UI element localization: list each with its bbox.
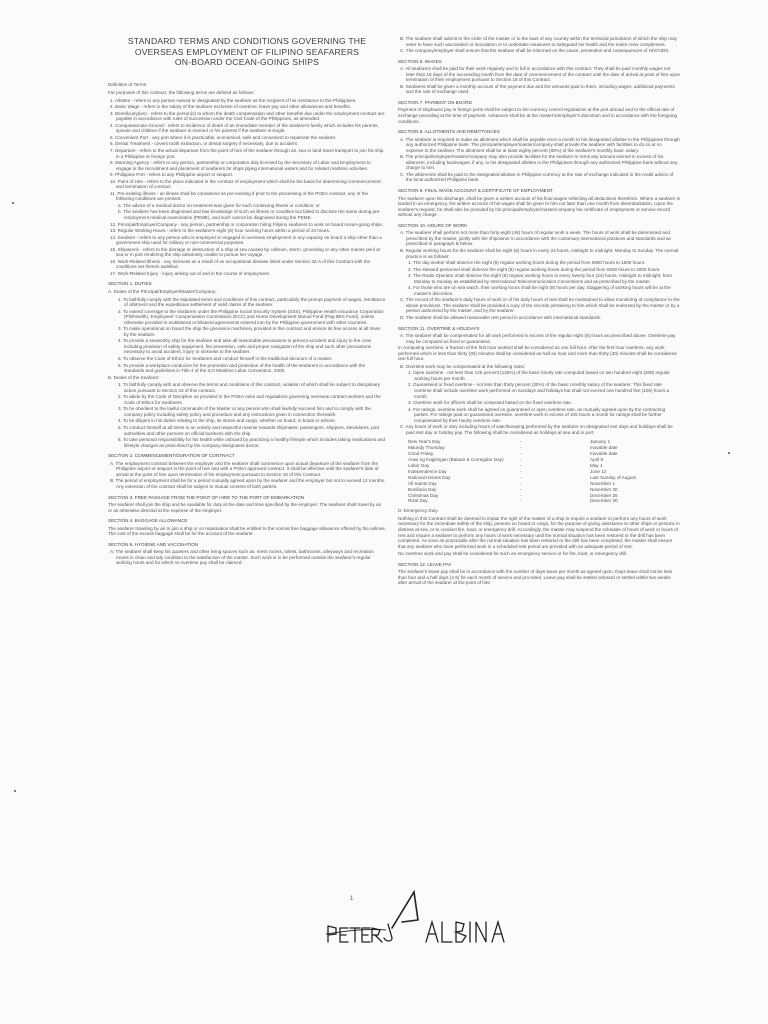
holiday-date: movable date [590, 445, 618, 451]
holiday-name: Christmas Day [408, 492, 439, 498]
section-4-text: The seafarer traveling by air to join a ship or on repatriation shall be entitled to the normal free baggage allowance offered by the airlines. The cost of the excess baggage shall be for the account of the seafarer. [108, 525, 387, 537]
holiday-dash: - [520, 498, 522, 504]
duty-item: 3. To make operational on board the ship the grievance machinery provided in this contract and ensure its free access at all times by the seafarer. [118, 326, 381, 337]
section-10-subitem: 1. The day worker shall observe the eight (8) regular working hours during the period from 0600 hours to 1800 hours. [408, 260, 646, 266]
title-line-2: OVERSEAS EMPLOYMENT OF FILIPINO SEAFARERS [134, 46, 360, 57]
definition-item: 15. Shipwreck - refers to the damage or destruction of a ship at sea caused by collision, storm, grounding or any other marine peril at sea or in port rendering the ship absolutely unable to pursue her voyage. [110, 246, 380, 258]
section-7-heading: SECTION 7. PAYMENT ON BOARD [398, 99, 473, 105]
holiday-date: movable date [590, 451, 618, 457]
holiday-dash: - [520, 480, 522, 486]
holiday-table [408, 439, 636, 504]
definition-item: 7. Departure - refers to the actual departure from the point of hire of the seafarer through air, sea or land travel transport to join his ship in a Philippine or foreign port. [110, 147, 384, 159]
duty-item: 6. To provide a workplace conducive for the promotion and protection of the health of the seafarers in accordance with the standards and guidelines in Title 4 of the ILO Maritime Labor Convention, 2006. [118, 362, 366, 374]
definitions-intro: For purposes of this contract, the following terms are defined as follows: [108, 90, 255, 96]
section-2-item: B. The period of employment shall be for a period mutually agreed upon by the seafarer and the employer but not to exceed 12 months. Any extension of the contract shall be subject to mutual consent of both parties. [110, 478, 386, 489]
duty-item: 5. To conduct himself at all times in an orderly and respectful manner towards shipmates, passengers, shippers, stevedores, port authorities and other persons on official business with the ship. [118, 425, 380, 436]
duty-item: 2. To abide by the Code of Discipline as provided in the POEA rules and regulations governing overseas contract workers and the Code of Ethics for Seafarers. [118, 394, 381, 405]
section-10-subitem: 4. For those who are on sea watch, their working hours shall be eight (8) hours per day. Staggering of working hours will be at the master's discretion. [408, 285, 671, 296]
definition-item: 2. Basic Wage - refers to the salary of the seafarer exclusive of overtime, leave pay and other allowances and benefits. [110, 104, 352, 110]
definition-item: 10. Point of Hire - refers to the place indicated in the contract of employment which shall be the basis for determining commencement and termination of contract. [110, 178, 381, 190]
definition-item: 13. Regular Working Hours - refers to the seafarer's eight (8) hour working hours within a period of 24 hours. [110, 228, 331, 234]
holiday-row [408, 498, 636, 504]
holiday-dash: - [520, 439, 522, 445]
holiday-row [408, 469, 636, 475]
section-10-subitem: 3. The Radio Operator shall observe the eight (8) regular working hours in every twenty four (24) hours, midnight to midnight, from Monday to Sunday as established by International Telecommunication Conventions and as prescribed by the master. [408, 273, 672, 284]
holiday-name: Araw ng Kagitingan (Bataan & Corregidor Day) [408, 457, 504, 463]
definition-item: 6. Dental Treatment - covers tooth extraction, or dental surgery if necessary, due to accident. [110, 141, 299, 147]
section-9-text: The seafarer upon his discharge, shall be given a written account of his final wages reflecting all deductions therefrom. Where a seafarer is landed in an emergency, the written account of his wages shall be given to him not later than one month from disembarkation. Upon the seafarer's request, he shall also be provided by his principal/employer/master/company his certificate of employment or service record without any charge. [398, 195, 680, 218]
emergency-duty-text: Nothing in this Contract shall be deemed to impair the right of the master of a ship to require a seafarer to perform any hours of work necessary for the immediate safety of the ship, persons on board or cargo, for the purpose of giving assistance to other ships or persons in distress at sea, or to conduct fire, boat, or emergency drill. Accordingly, the master may suspend the schedule of hours of work or hours of rest and require a seafarer to perform any hours of work necessary until the normal situation has been restored or the drill has been completed. As soon as practicable after the normal situation has been restored or the drill has been completed, the master shall ensure that any seafarer who have performed work in a scheduled rest period are provided with an adequate period of rest. [398, 515, 680, 549]
holiday-dash: - [520, 468, 522, 474]
definitions-list [108, 98, 386, 277]
holiday-date: June 12 [590, 468, 607, 474]
section-8-item: C. The allotments shall be paid to the designated allottee in Philippine currency at the rate of exchange indicated in the credit advice of the local authorized Philippine bank. [400, 171, 674, 183]
holiday-date: November 1 [590, 480, 616, 486]
definition-item: 17. Work-Related Injury - injury arising out of and in the course of employment. [110, 270, 271, 276]
holiday-name: Bonifacio Day [408, 486, 437, 492]
section-1-b-heading: B. Duties of the Seafarer: [108, 374, 160, 380]
section-4-heading: SECTION 4. BAGGAGE ALLOWANCE [108, 518, 188, 524]
definition-item: 5. Convenient Port - any port where it is practicable, economical, safe and convenient to repatriate the seafarer. [110, 134, 337, 140]
holiday-name: Labor Day [408, 462, 430, 468]
holiday-dash: - [520, 457, 522, 463]
section-10-heading: SECTION 10. HOURS OF WORK [398, 222, 468, 228]
scan-speck [12, 202, 14, 204]
page-marker: 1 [350, 896, 354, 902]
section-12-heading: SECTION 12. LEAVE PAY [398, 561, 452, 567]
section-11-item: B. Overtime work may be compensated at the following rates: [400, 363, 526, 369]
section-6-item: B. Seafarers shall be given a monthly account of the payment due and the amounts paid to them, including wages, additional payments and the rate of exchange used. [400, 83, 675, 95]
handwritten-signature [322, 888, 522, 948]
scan-speck [14, 790, 16, 792]
definition-item: 3. Beneficiary(ies) - refers to the person(s) to whom the death compensation and other benefits due under the employment contract are payable in accordance with rules of succession under the Civil Code of the Philippines, as amended. [110, 110, 385, 122]
definition-item: 12. Principal/Employer/Company - any person, partnership or corporation hiring Filipino seafarers to work on board ocean-going ships. [110, 221, 383, 227]
document-title [108, 36, 386, 68]
definition-item: 9. Philippine Port - refers to any Philippine airport or seaport. [110, 172, 234, 178]
section-8-item: B. The principal/employer/master/company may also provide facilities for the seafarer to remit any amount earned in excess of his allotment, including backwages, if any, to his designated allottee in the Philippines through any authorized Philippine bank without any charge to him. [400, 154, 678, 171]
section-11-para: In computing overtime, a fraction of the first hour worked shall be considered as one full hour. After the first hour overtime, any work performed which is less than thirty (30) minutes shall be considered as half an hour and more than thirty (30) minutes shall be considered one full hour. [398, 345, 677, 362]
section-7-text: Payment of shipboard pay in foreign ports shall be subject to the currency control regulations at the port abroad and to the official rate of exchange prevailing at the time of payment. Advances shall be at the master's/employer's discretion and in accordance with the foregoing conditions. [398, 107, 678, 124]
holiday-name: National Heroes Day [408, 474, 451, 480]
section-5-item-a: A. The seafarer shall keep his quarters and other living spaces such as: mess rooms, toilets, bathrooms, alleyways and recreation rooms in clean and tidy condition to the satisfaction of the master. Such work is to be performed outside the seafarer's regular working hours and for which no overtime pay shall be claimed. [110, 549, 374, 566]
section-6-heading: SECTION 6. WAGES [398, 58, 442, 64]
duty-item: 5. To observe the Code of Ethics for Seafarers and conduct himself in the traditional decorum of a master. [118, 356, 333, 362]
holiday-name: Maundy Thursday [408, 445, 445, 451]
duty-item: 4. To be diligent in his duties relating to the ship, its stores and cargo, whether on board, in boats or ashore. [118, 418, 336, 424]
section-5-item-b: B. The seafarer shall submit to the order of the master or to the laws of any country within the territorial jurisdiction of which the ship may enter to have such vaccination or inoculation or to undertake measures to safeguard his health and the entire crew complement. [400, 36, 677, 47]
duty-item: 3. To be obedient to the lawful commands of the Master or any person who shall lawfully succeed him and to comply with the company policy including safety policy and procedure and any instructions given in connection therewith. [118, 406, 371, 417]
definitions-heading: Definition of Terms: [108, 81, 148, 87]
section-11-heading: SECTION 11. OVERTIME & HOLIDAYS [398, 325, 480, 331]
title-line-1: STANDARD TERMS AND CONDITIONS GOVERNING THE [127, 36, 367, 46]
section-11-subitem: 1. Open overtime - not less than 125 percent (125%) of the basic hourly rate computed based on two hundred eight (208) regular working hours per month. [408, 370, 670, 381]
section-11-subitem: 2. Guaranteed or fixed overtime - not less than thirty percent (30%) of the basic monthly salary of the seafarer. This fixed rate overtime shall include overtime work performed on Sundays and holidays but shall not exceed one hundred five (105) hours a month. [408, 382, 670, 399]
duty-item: 2. To extend coverage to the seafarers under the Philippine Social Security System (SSS), Philippine Health Insurance Corporation (PhilHealth), Employees' Compensation Commission (ECC) and Home Development Mutual Fund (Pag-IBIG Fund), unless otherwise provided in multilateral or bilateral agreements entered into by the Philippine government with other countries. [118, 308, 384, 325]
section-11-item: C. Any hours of work or duty including hours of watchkeeping performed by the seafarer on designated rest days and holidays shall be paid rest day or holiday pay. The following shall be considered as holidays at sea and in port: [400, 424, 673, 435]
section-3-heading: SECTION 3. FREE PASSAGE FROM THE POINT OF HIRE TO THE PORT OF EMBARKATION [108, 494, 305, 500]
holiday-row [408, 475, 636, 481]
holiday-dash: - [520, 445, 522, 451]
emergency-duty-note: No overtime work and pay shall be considered for such an emergency service or for fire, boat, or emergency drill. [398, 551, 628, 557]
section-11-subitem: 4. For ratings, overtime work shall be agreed on guaranteed or open overtime rate, as mutually agreed upon by the contracting parties. For ratings paid on guaranteed overtime, overtime work in excess of 105 hours a month for ratings shall be further compensated by their hourly overtime rate. [408, 406, 666, 423]
emergency-duty-heading: D. Emergency Duty [398, 508, 438, 514]
section-11-item: A. The seafarer shall be compensated for all work performed in excess of the regular eight (8) hours as prescribed above. Overtime pay may be computed as fixed or guaranteed. [400, 333, 676, 344]
section-5-heading: SECTION 5. HYGIENE AND VACCINATION [108, 541, 199, 547]
holiday-dash: - [520, 486, 522, 492]
duty-item: 1. To faithfully comply with the stipulated terms and conditions of this contract, particularly the prompt payment of wages, remittance of allotment and the expeditious settlement of valid claims of the seafarer. [118, 296, 386, 308]
section-8-heading: SECTION 8. ALLOTMENTS AND REMITTANCES [398, 129, 500, 135]
definition-subitem: a. The advice of a medical doctor on treatment was given for such continuing illness or condition; or [118, 202, 320, 208]
holiday-name: Rizal Day [408, 498, 428, 504]
definition-subitem: b. The seafarer has been diagnosed and has knowledge of such an illness or condition but failed to disclose the same during pre-employment medical examination (PEME), and such cannot be diagnosed during the PEME. [118, 209, 381, 220]
definition-item: 8. Manning Agency - refers to any person, partnership or corporation duly licensed by the Secretary of Labor and Employment to engage in the recruitment and placement of seafarers for ships plying international waters and for related maritime activities. [110, 160, 371, 171]
section-2-item: A. The employment contract between the employer and the seafarer shall commence upon actual departure of the seafarer from the Philippine airport or seaport in the point of hire and with a POEA approved contract. It shall be effective until the seafarer's date of arrival at the point of hire upon termination of his employment pursuant to Section 18 of this Contract. [110, 460, 379, 477]
section-1-a-heading: A. Duties of the Principal/Employer/Master/Company: [108, 289, 217, 294]
definition-item: 14. Seafarer - refers to any person who is employed or engaged in overseas employment in any capacity on board a ship other than a government ship used for military or non-commercial purposes. [110, 234, 382, 246]
holiday-date: April 9 [590, 457, 604, 463]
holiday-name: Independence Day [408, 468, 447, 474]
holiday-date: December 30 [590, 498, 618, 504]
holiday-name: Good Friday [408, 451, 434, 457]
duty-item: 4. To provide a seaworthy ship for the seafarer and take all reasonable precautions to prevent accident and injury to the crew including provision of safety equipment, fire prevention, safe and proper navigation of the ship and such other precautions necessary to avoid accident, injury or sickness to the seafarer. [118, 338, 372, 355]
holiday-date: May 1 [590, 462, 603, 468]
section-10-item: D. The seafarer shall be allowed reasonable rest period in accordance with international standards. [400, 314, 602, 320]
definition-item: 16. Work-Related Illness - any sickness as a result of an occupational disease listed under Section 32-A of this Contract with the conditions set therein satisfied. [110, 258, 371, 270]
holiday-dash: - [520, 474, 522, 480]
section-10-subitem: 2. The steward personnel shall observe the eight (8) regular working hours during the period from 0500 hours to 2000 hours. [408, 266, 661, 272]
section-8-item: A. The seafarer is required to make an allotment which shall be payable once a month to his designated allottee in the Philippines through any authorized Philippine bank. The principal/employer/master/company shall provide the seafarer with facilities to do so at no expense to the seafarer. The allotment shall be at least eighty percent (80%) of the seafarer's monthly basic salary. [400, 136, 680, 153]
holiday-dash: - [520, 451, 522, 457]
holiday-date: December 25 [590, 492, 618, 498]
section-11-subitem: 3. Overtime work for officers shall be computed based on the fixed overtime rate. [408, 400, 573, 406]
left-column [108, 36, 386, 567]
scan-speck [728, 452, 730, 454]
holiday-dash: - [520, 492, 522, 498]
right-column [398, 36, 680, 588]
section-6-item: A. All seafarers shall be paid for their work regularly and in full in accordance with this contract. They shall be paid monthly wages not later than 15 days of the succeeding month from the date of commencement of the contract until the date of arrival at point of hire upon termination of their employment pursuant to Section 18 of this Contract. [400, 66, 680, 83]
section-9-heading: SECTION 9. FINAL WAGE ACCOUNT & CERTIFICATE OF EMPLOYMENT [398, 188, 553, 194]
section-12-text: The seafarer's leave pay shall be in accordance with the number of days leave per month as agreed upon. Days leave shall not be less than four and a half days (4.5) for each month of service and pro-rated. Leave pay shall be settled onboard or settled within two weeks after arrival of the seafarer at the point of hire. [398, 569, 673, 586]
section-2-heading: SECTION 2. COMMENCEMENT/DURATION OF CONTRACT [108, 453, 235, 459]
holiday-date: Last Sunday of August [590, 474, 636, 480]
definition-item: 1. Allottee - refers to any person named or designated by the seafarer as the recipient of his remittance to the Philippines. [110, 97, 357, 103]
definition-item: 11. Pre-existing illness - an illness shall be considered as pre-existing if prior to the processing of the POEA contract, any of the following conditions are present: [110, 190, 369, 202]
holiday-name: All Saints Day [408, 480, 437, 486]
definition-item: 4. Compassionate Ground - refers to incidence of death of an immediate member of the seafarer's family which includes his parents, spouse and children if the seafarer is married or his parents if the seafarer is single. [110, 122, 379, 134]
title-line-3: ON-BOARD OCEAN-GOING SHIPS [174, 57, 320, 67]
section-1-heading: SECTION 1. DUTIES [108, 281, 152, 287]
section-5-item-c: C. The company/employer shall ensure that the seafarer shall be informed on the cause, prevention and consequences of HIV/AIDS. [400, 48, 670, 54]
section-10-item: B. Regular working hours for the seafarer shall be eight (8) hours in every 24 hours, midnight to midnight, Monday to Sunday. The normal practice is as follows: [400, 247, 679, 259]
holiday-name: New Year's Day [408, 439, 441, 445]
section-3-text: The seafarer shall join the ship and be available for duty at the date and time specified by the employer. The seafarer shall travel by air or as otherwise directed at the expense of the employer. [108, 502, 382, 513]
section-10-item: A. The seafarer shall perform not more than forty-eight (48) hours of regular work a week. The hours of work shall be determined and prescribed by the master, jointly with the shipowner in accordance with the customary international practices and standards and as prescribed in paragraph B below. [400, 230, 671, 247]
holiday-date: January 1 [590, 439, 611, 445]
holiday-dash: - [520, 462, 522, 468]
duty-item: 6. To take personal responsibility for his health while onboard by practicing a healthy lifestyle which includes taking medications and lifestyle changes as prescribed by the company-designated doctor. [118, 437, 386, 448]
section-10-item: C. The record of the seafarer's daily hours of work or of his daily hours of rest shall be maintained to allow monitoring of compliance to the above provisions. The seafarer shall be provided a copy of the records pertaining to him which shall be endorsed by the master or by a person authorized by the master, and by the seafarer. [400, 297, 680, 314]
holiday-date: November 30 [590, 486, 618, 492]
duty-item: 1. To faithfully comply with and observe the terms and conditions of this contract, violation of which shall be subject to disciplinary action pursuant to Section 33 of this contract. [118, 382, 380, 393]
